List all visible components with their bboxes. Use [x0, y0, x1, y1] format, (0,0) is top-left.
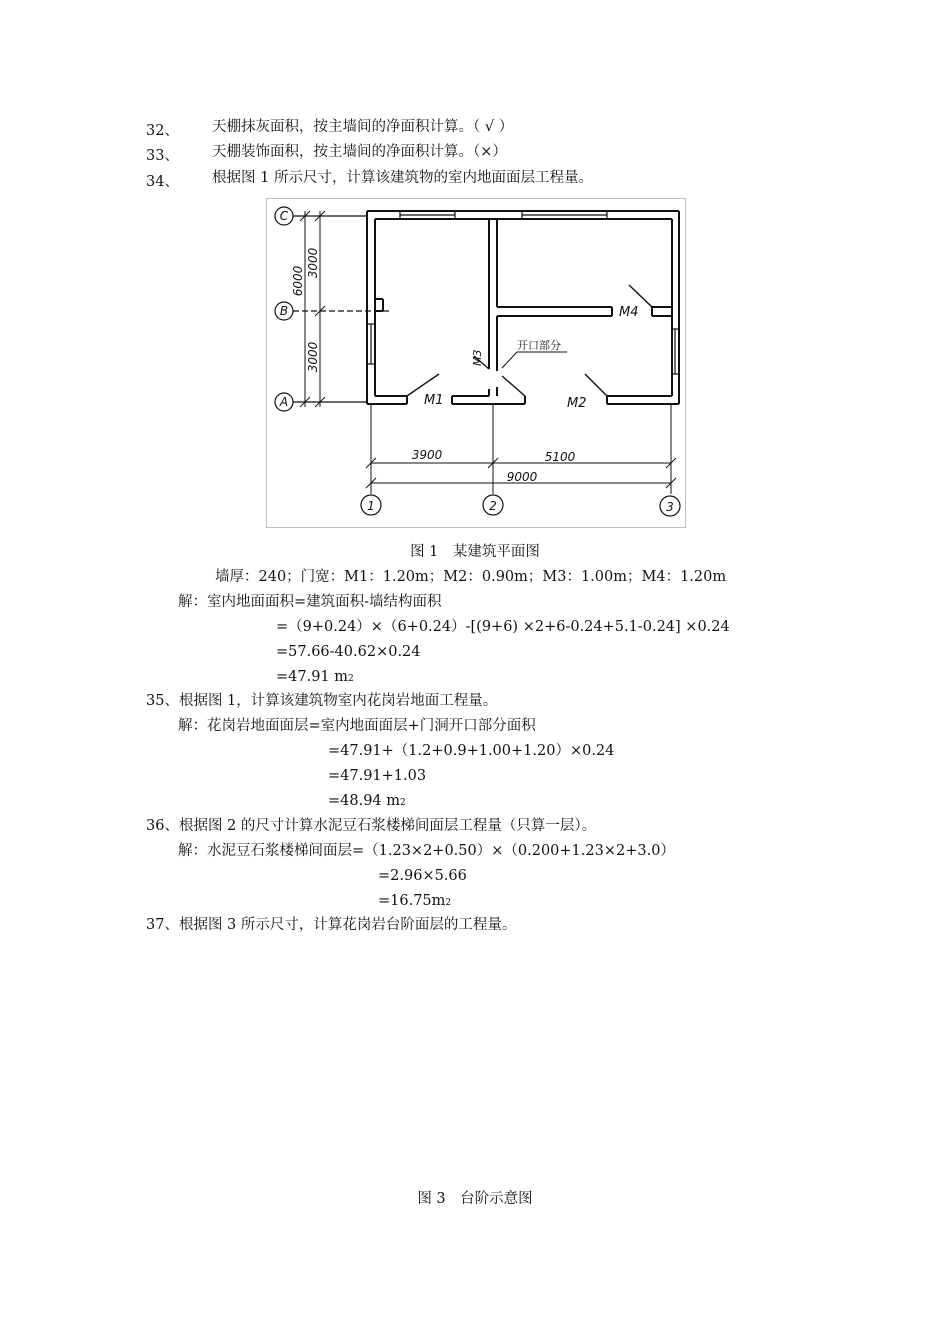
opening-annotation — [502, 352, 567, 368]
opening-label: 开口部分 — [517, 339, 561, 352]
figure3-caption: 图 3 台阶示意图 — [417, 1191, 533, 1207]
dim-6000: 6000 — [291, 265, 305, 297]
dim-5100: 5100 — [544, 450, 576, 464]
q34-solution-label: 解：室内地面面积=建筑面积-墙结构面积 — [178, 594, 442, 610]
q35-question: 35、根据图 1，计算该建筑物室内花岗岩地面工程量。 — [146, 693, 498, 709]
col-axis-1-label: 1 — [367, 499, 375, 513]
dim-3000-upper: 3000 — [306, 247, 320, 279]
q35-solution-label: 解：花岗岩地面面层=室内地面面层+门洞开口部分面积 — [178, 718, 536, 734]
col-axis-3-label: 3 — [666, 500, 674, 514]
item-32-number: 32、 — [146, 123, 179, 139]
dim-9000: 9000 — [506, 470, 538, 484]
q34-line3: =47.91 m2 — [276, 669, 354, 685]
row-axis-b-label: B — [279, 304, 289, 318]
dim-3000-lower: 3000 — [306, 341, 320, 373]
door-label-m1: M1 — [424, 393, 444, 408]
item-33-number: 33、 — [146, 148, 179, 164]
door-label-m3: M3 — [471, 349, 484, 366]
row-axis-a-label: A — [279, 395, 289, 409]
q37-question: 37、根据图 3 所示尺寸，计算花岗岩台阶面层的工程量。 — [146, 917, 517, 933]
item-32-text: 天棚抹灰面积，按主墙间的净面积计算。（ √ ） — [212, 119, 514, 135]
q36-line1: =2.96×5.66 — [378, 868, 467, 884]
q34-line2: =57.66-40.62×0.24 — [276, 644, 421, 660]
q35-line2: =47.91+1.03 — [328, 768, 427, 784]
q36-line2: =16.75m2 — [378, 893, 452, 909]
door-label-m4: M4 — [619, 305, 639, 320]
q36-question: 36、根据图 2 的尺寸计算水泥豆石浆楼梯间面层工程量（只算一层）。 — [146, 818, 597, 834]
q35-line1: =47.91+（1.2+0.9+1.00+1.20）×0.24 — [328, 743, 615, 759]
dim-3900: 3900 — [411, 448, 443, 462]
q34-line1: =（9+0.24）×（6+0.24）-[(9+6) ×2+6-0.24+5.1-0.24] ×0.24 — [276, 619, 730, 635]
item-33-text: 天棚装饰面积，按主墙间的净面积计算。（×） — [212, 144, 507, 160]
col-axis-2-label: 2 — [489, 499, 497, 513]
item-34-text: 根据图 1 所示尺寸，计算该建筑物的室内地面面层工程量。 — [212, 170, 593, 186]
row-axis-c — [275, 207, 367, 225]
floor-plan-figure — [266, 198, 686, 528]
row-axis-a — [275, 393, 367, 411]
door-label-m2: M2 — [567, 396, 587, 411]
q36-solution-label: 解：水泥豆石浆楼梯间面层=（1.23×2+0.50）×（0.200+1.23×2+3.0） — [178, 843, 675, 859]
figure1-caption: 图 1 某建筑平面图 — [410, 544, 540, 560]
item-34-number: 34、 — [146, 174, 179, 190]
wall-note: 墙厚：240；门宽：M1：1.20m；M2：0.90m；M3：1.00m；M4：1.20m — [215, 569, 727, 585]
row-axis-c-label: C — [279, 209, 289, 223]
q35-line3: =48.94 m2 — [328, 793, 406, 809]
vertical-dimensions — [300, 211, 325, 407]
